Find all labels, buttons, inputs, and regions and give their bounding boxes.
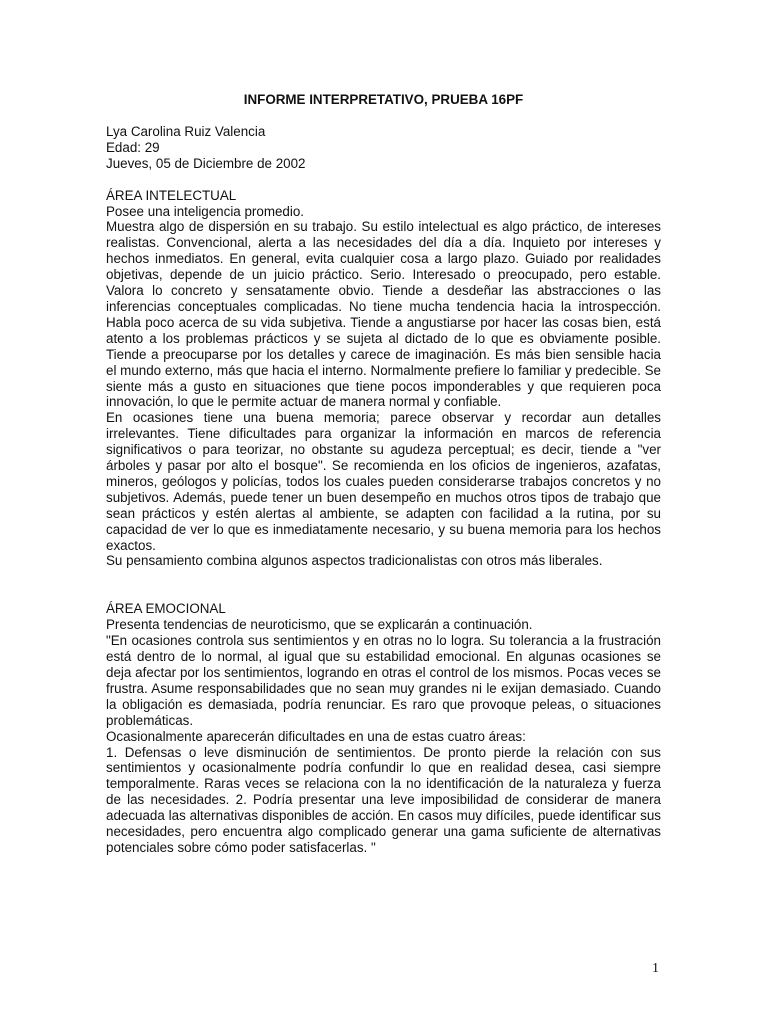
paragraph: En ocasiones tiene una buena memoria; parece observar y recordar aun detalles irrelevantes. Tiene dificultades para organizar la información en marcos de referencia significativos o para teorizar, no obstante su agudeza perceptual; es decir, tiende a "ver árboles y pasar por alto el bosque". Se recomienda en los oficios de ingenieros, azafatas, mineros, geólogos y policías, todos los cuales pueden considerarse trabajos concretos y no subjetivos. Además, puede tener un buen desempeño en muchos otros tipos de trabajo que sean prácticos y estén alertas al ambiente, se adapten con facilidad a la rutina, por su capacidad de ver lo que es inmediatamente necesario, y su buena memoria para los hechos exactos. [106,410,661,553]
paragraph: Ocasionalmente aparecerán dificultades en una de estas cuatro áreas: [106,728,526,744]
section-heading: ÁREA EMOCIONAL [106,601,226,617]
paragraph: Su pensamiento combina algunos aspectos tradicionalistas con otros más liberales. [106,553,603,569]
spacer [106,172,661,188]
paragraph: Posee una inteligencia promedio. [106,203,305,219]
paragraph: Muestra algo de dispersión en su trabajo. Su estilo intelectual es algo práctico, de intereses realistas. Convencional, alerta a las necesidades del día a día. Inquieto por intereses y hechos inmediatos. En general, evita cualquier cosa a largo plazo. Guiado por realidades objetivas, depende de un juicio práctico. Serio. Interesado o preocupado, pero estable. Valora lo concreto y sensatamente obvio. Tiende a desdeñar las abstracciones o las inferencias conceptuales complicadas. No tiene mucha tendencia hacia la introspección. Habla poco acerca de su vida subjetiva. Tiende a angustiarse por hacer las cosas bien, está atento a los problemas prácticos y se sujeta al dictado de lo que es obviamente posible. Tiende a preocuparse por los detalles y carece de imaginación. Es más bien sensible hacia el mundo externo, más que hacia el interno. Normalmente prefiere lo familiar y predecible. Se siente más a gusto en situaciones que tiene pocos imponderables y que requieren poca innovación, lo que le permite actuar de manera normal y confiable. [106,219,661,410]
paragraph: Presenta tendencias de neuroticismo, que se explicarán a continuación. [106,617,533,633]
section-heading: ÁREA INTELECTUAL [106,187,237,203]
paragraph: 1. Defensas o leve disminución de sentimientos. De pronto pierde la relación con sus sentimientos y ocasionalmente podría confundir lo que en realidad desea, casi siempre temporalmente. Raras veces se relaciona con la no identificación de la naturaleza y fuerza de las necesidades. 2. Podría presentar una leve imposibilidad de considerar de manera adecuada las alternativas disponibles de acción. En casos muy difíciles, puede identificar sus necesidades, pero encuentra algo complicado generar una gama suficiente de alternativas potenciales sobre cómo poder satisfacerlas. " [106,744,661,855]
spacer [106,569,661,601]
subject-age: Edad: 29 [106,139,160,155]
subject-name: Lya Carolina Ruiz Valencia [106,123,266,139]
report-date: Jueves, 05 de Diciembre de 2002 [106,155,306,171]
document-title: INFORME INTERPRETATIVO, PRUEBA 16PF [243,92,524,107]
paragraph: "En ocasiones controla sus sentimientos y en otras no lo logra. Su tolerancia a la frustración está dentro de lo normal, al igual que su estabilidad emocional. En algunas ocasiones se deja afectar por los sentimientos, logrando en otras el control de los mismos. Pocas veces se frustra. Asume responsabilidades que no sean muy grandes ni le exijan demasiado. Cuando la obligación es demasiada, podría renunciar. Es raro que provoque peleas, o situaciones problemáticas. [106,633,661,728]
subject-info [106,124,661,172]
section-intellectual [106,188,661,570]
section-emotional [106,601,661,856]
page-number: 1 [652,961,659,976]
document-body [106,92,661,856]
